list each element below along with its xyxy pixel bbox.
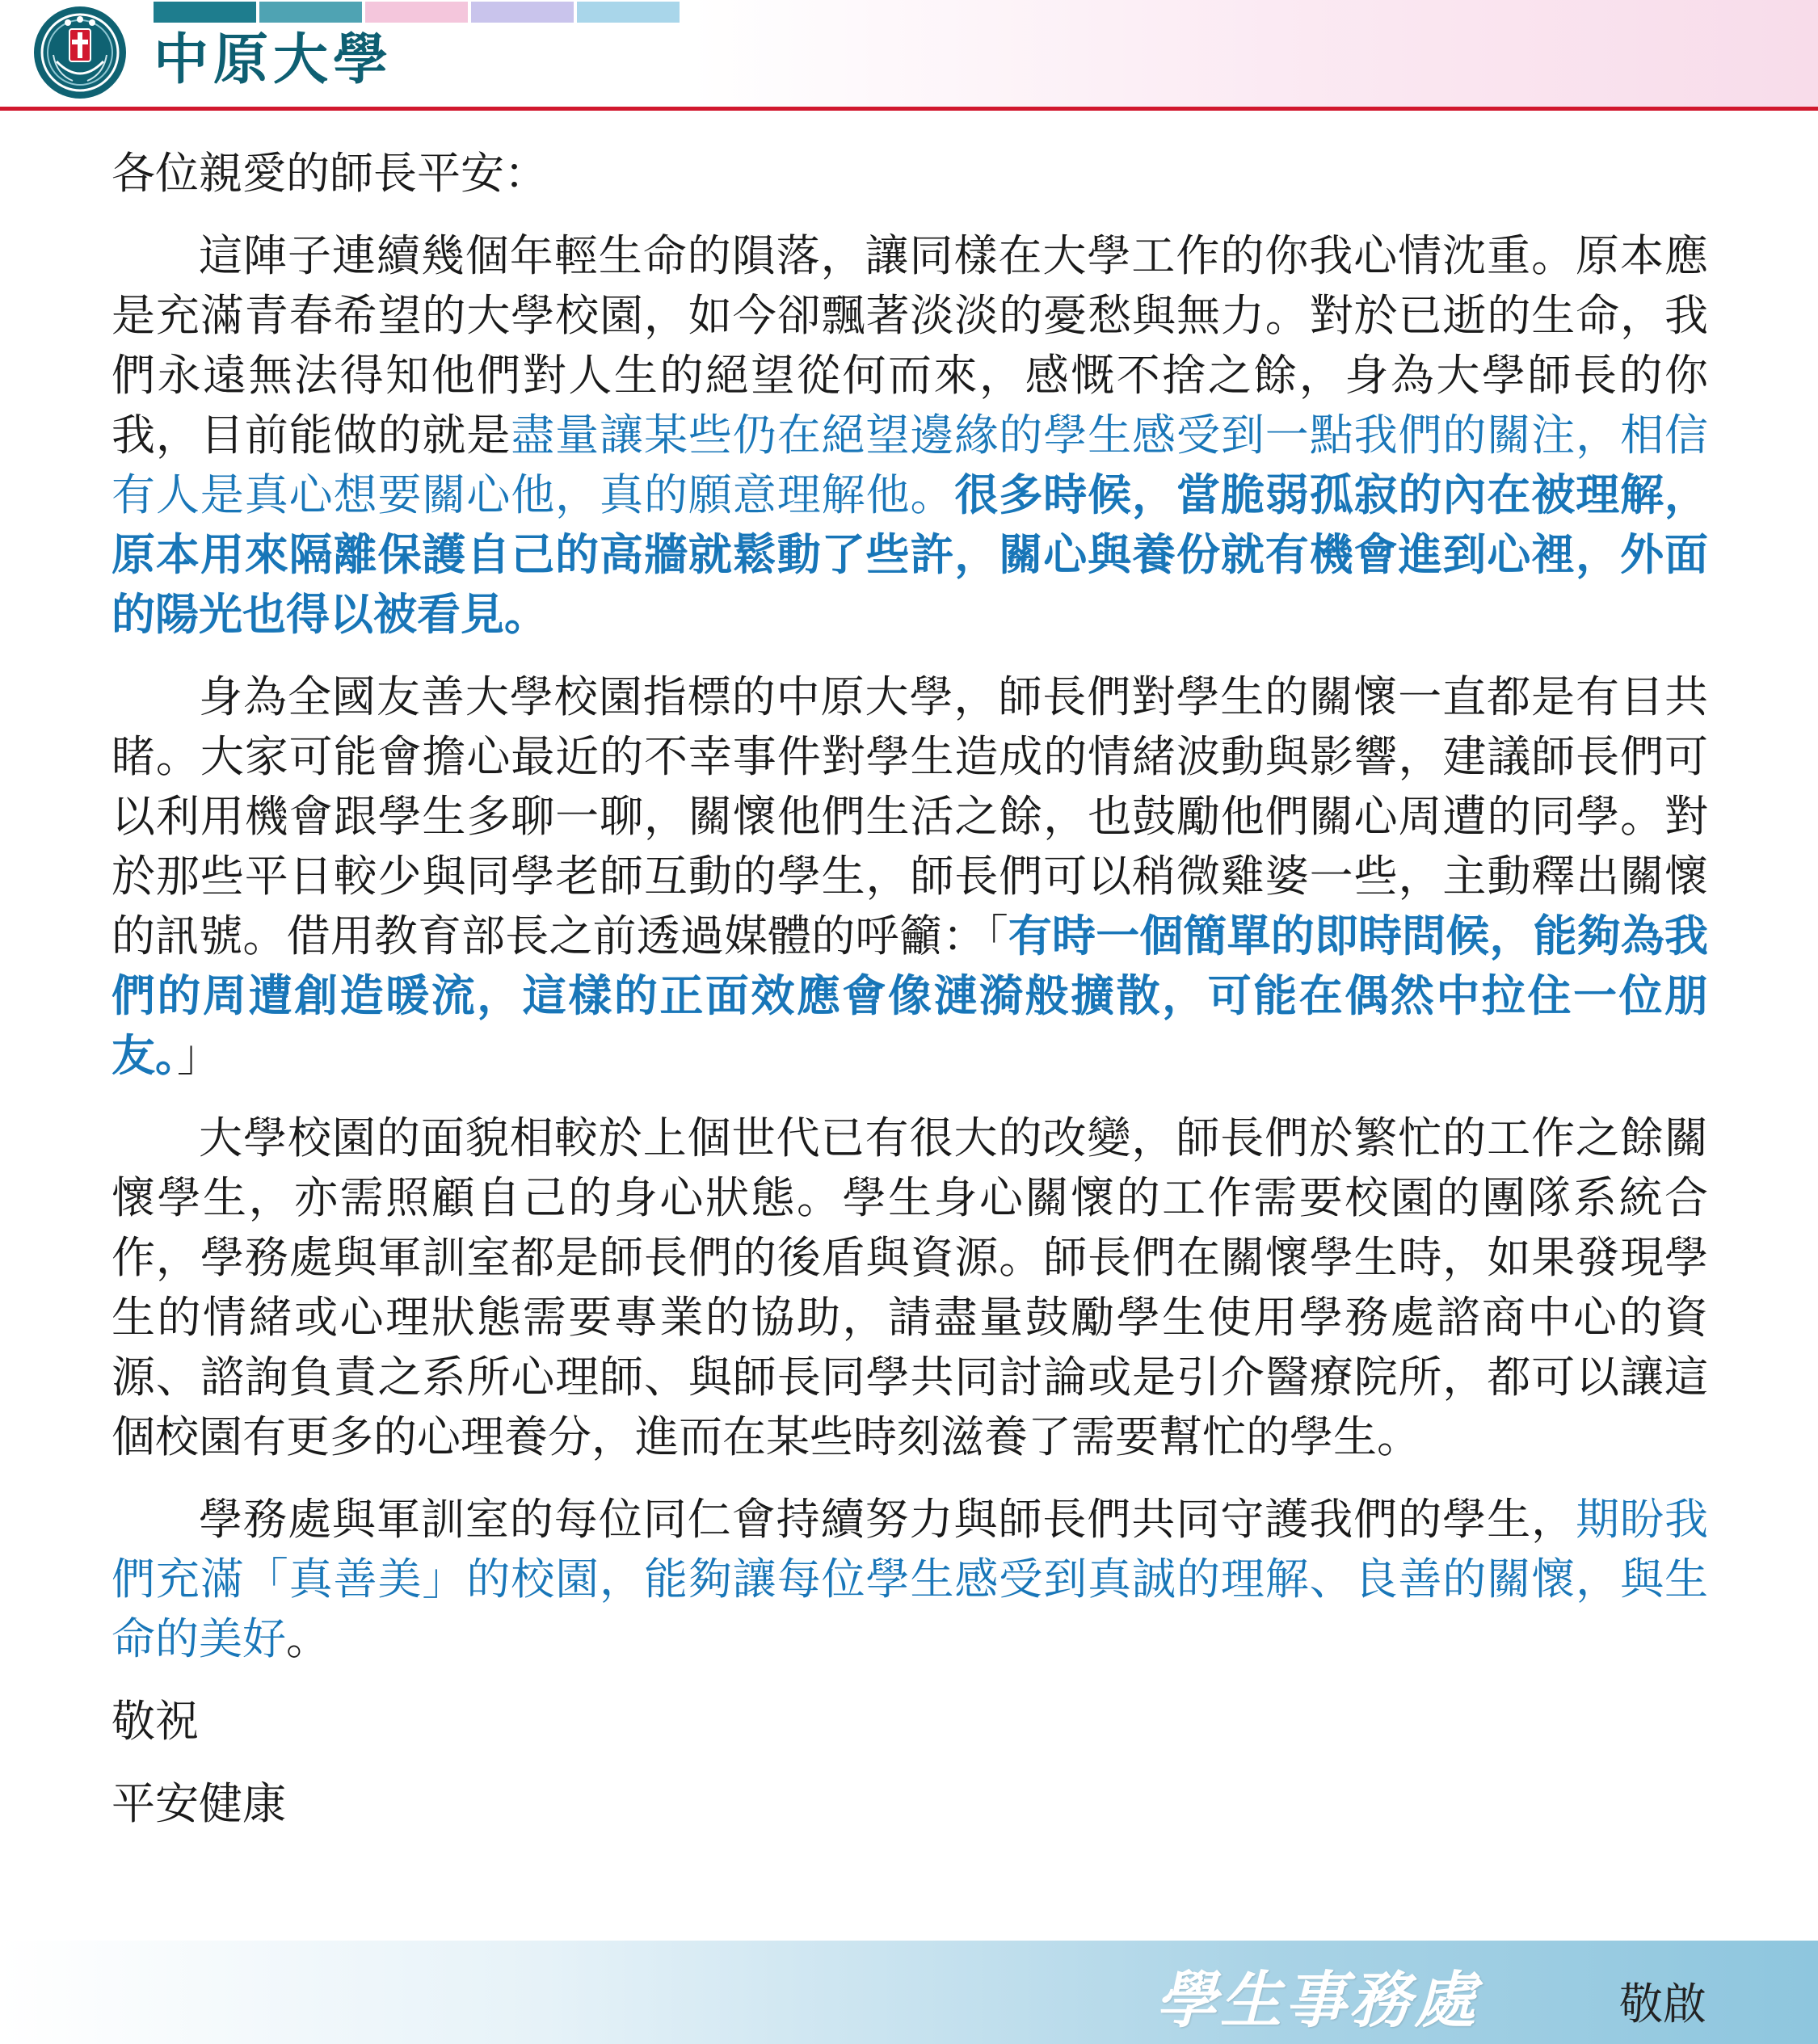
letter-body [112, 144, 1708, 1834]
greeting: 各位親愛的師長平安： [112, 148, 548, 199]
minister-quote: 有時一個簡單的即時問候，能夠為我們的周遭創造暖流，這樣的正面效應會像漣漪般擴散，可能在偶然中拉住一位朋友。 [112, 911, 1709, 1081]
paragraph-4-text: 學務處與軍訓室的每位同仁會持續努力與師長們共同守護我們的學生， [199, 1494, 1576, 1545]
paragraph-3: 大學校園的面貌相較於上個世代已有很大的改變，師長們於繁忙的工作之餘關懷學生，亦需照顧自己的身心狀態。學生身心關懷的工作需要校園的團隊系統合作，學務處與軍訓室都是師長們的後盾與資源。師長們在關懷學生時，如果發現學生的情緒或心理狀態需要專業的協助，請盡量鼓勵學生使用學務處諮商中心的資源、諮詢負責之系所心理師、與師長同學共同討論或是引介醫療院所，都可以讓這個校園有更多的心理養分，進而在某些時刻滋養了需要幫忙的學生。 [112, 1112, 1708, 1462]
office-signature: 學生事務處 [1155, 1964, 1479, 2036]
paragraph-4-highlight: 期盼我們充滿「真善美」的校園，能夠讓每位學生感受到真誠的理解、良善的關懷，與生命的美好 [112, 1494, 1709, 1664]
color-bar [471, 2, 574, 23]
paragraph-1-text: 這陣子連續幾個年輕生命的隕落，讓同樣在大學工作的你我心情沈重。原本應是充滿青春希望的大學校園，如今卻飄著淡淡的憂愁與無力。對於已逝的生命，我們永遠無法得知他們對人生的絕望從何而來，感慨不捨之餘，身為大學師長的你我，目前能做的就是 [112, 230, 1708, 461]
paragraph-4-end: 。 [286, 1613, 330, 1664]
color-bar [259, 2, 362, 23]
paragraph-2-text: 身為全國友善大學校園指標的中原大學，師長們對學生的關懷一直都是有目共睹。大家可能會擔心最近的不幸事件對學生造成的情緒波動與影響，建議師長們可以利用機會跟學生多聊一聊，關懷他們生活之餘，也鼓勵他們關心周遭的同學。對於那些平日較少與同學老師互動的學生，師長們可以稍微雞婆一些，主動釋出關懷的訊號。借用教育部長之前透過媒體的呼籲：「 [112, 671, 1708, 961]
closing-wish: 平安健康 [112, 1778, 286, 1829]
paragraph-1-highlight: 盡量讓某些仍在絕望邊緣的學生感受到一點我們的關注，相信有人是真心想要關心他，真的願意理解他。 [112, 410, 1709, 520]
header-color-bars [154, 2, 683, 23]
quote-close-mark: 」 [177, 1030, 221, 1081]
paragraph-4 [112, 1490, 1708, 1669]
paragraph-2 [112, 667, 1708, 1086]
footer-band [0, 1941, 1818, 2044]
paragraph-1-bold-highlight: 很多時候，當脆弱孤寂的內在被理解，原本用來隔離保護自己的高牆就鬆動了些許，關心與養份就有機會進到心裡，外面的陽光也得以被看見。 [112, 469, 1709, 640]
paragraph-1 [112, 226, 1708, 645]
cycu-emblem-icon [32, 5, 128, 100]
respectfully-text: 敬啟 [1619, 1979, 1706, 2029]
header-divider [0, 107, 1818, 111]
color-bar [365, 2, 468, 23]
color-bar [154, 2, 256, 23]
closing-salutation: 敬祝 [112, 1696, 199, 1747]
university-name: 中原大學 [154, 27, 393, 92]
color-bar [577, 2, 680, 23]
